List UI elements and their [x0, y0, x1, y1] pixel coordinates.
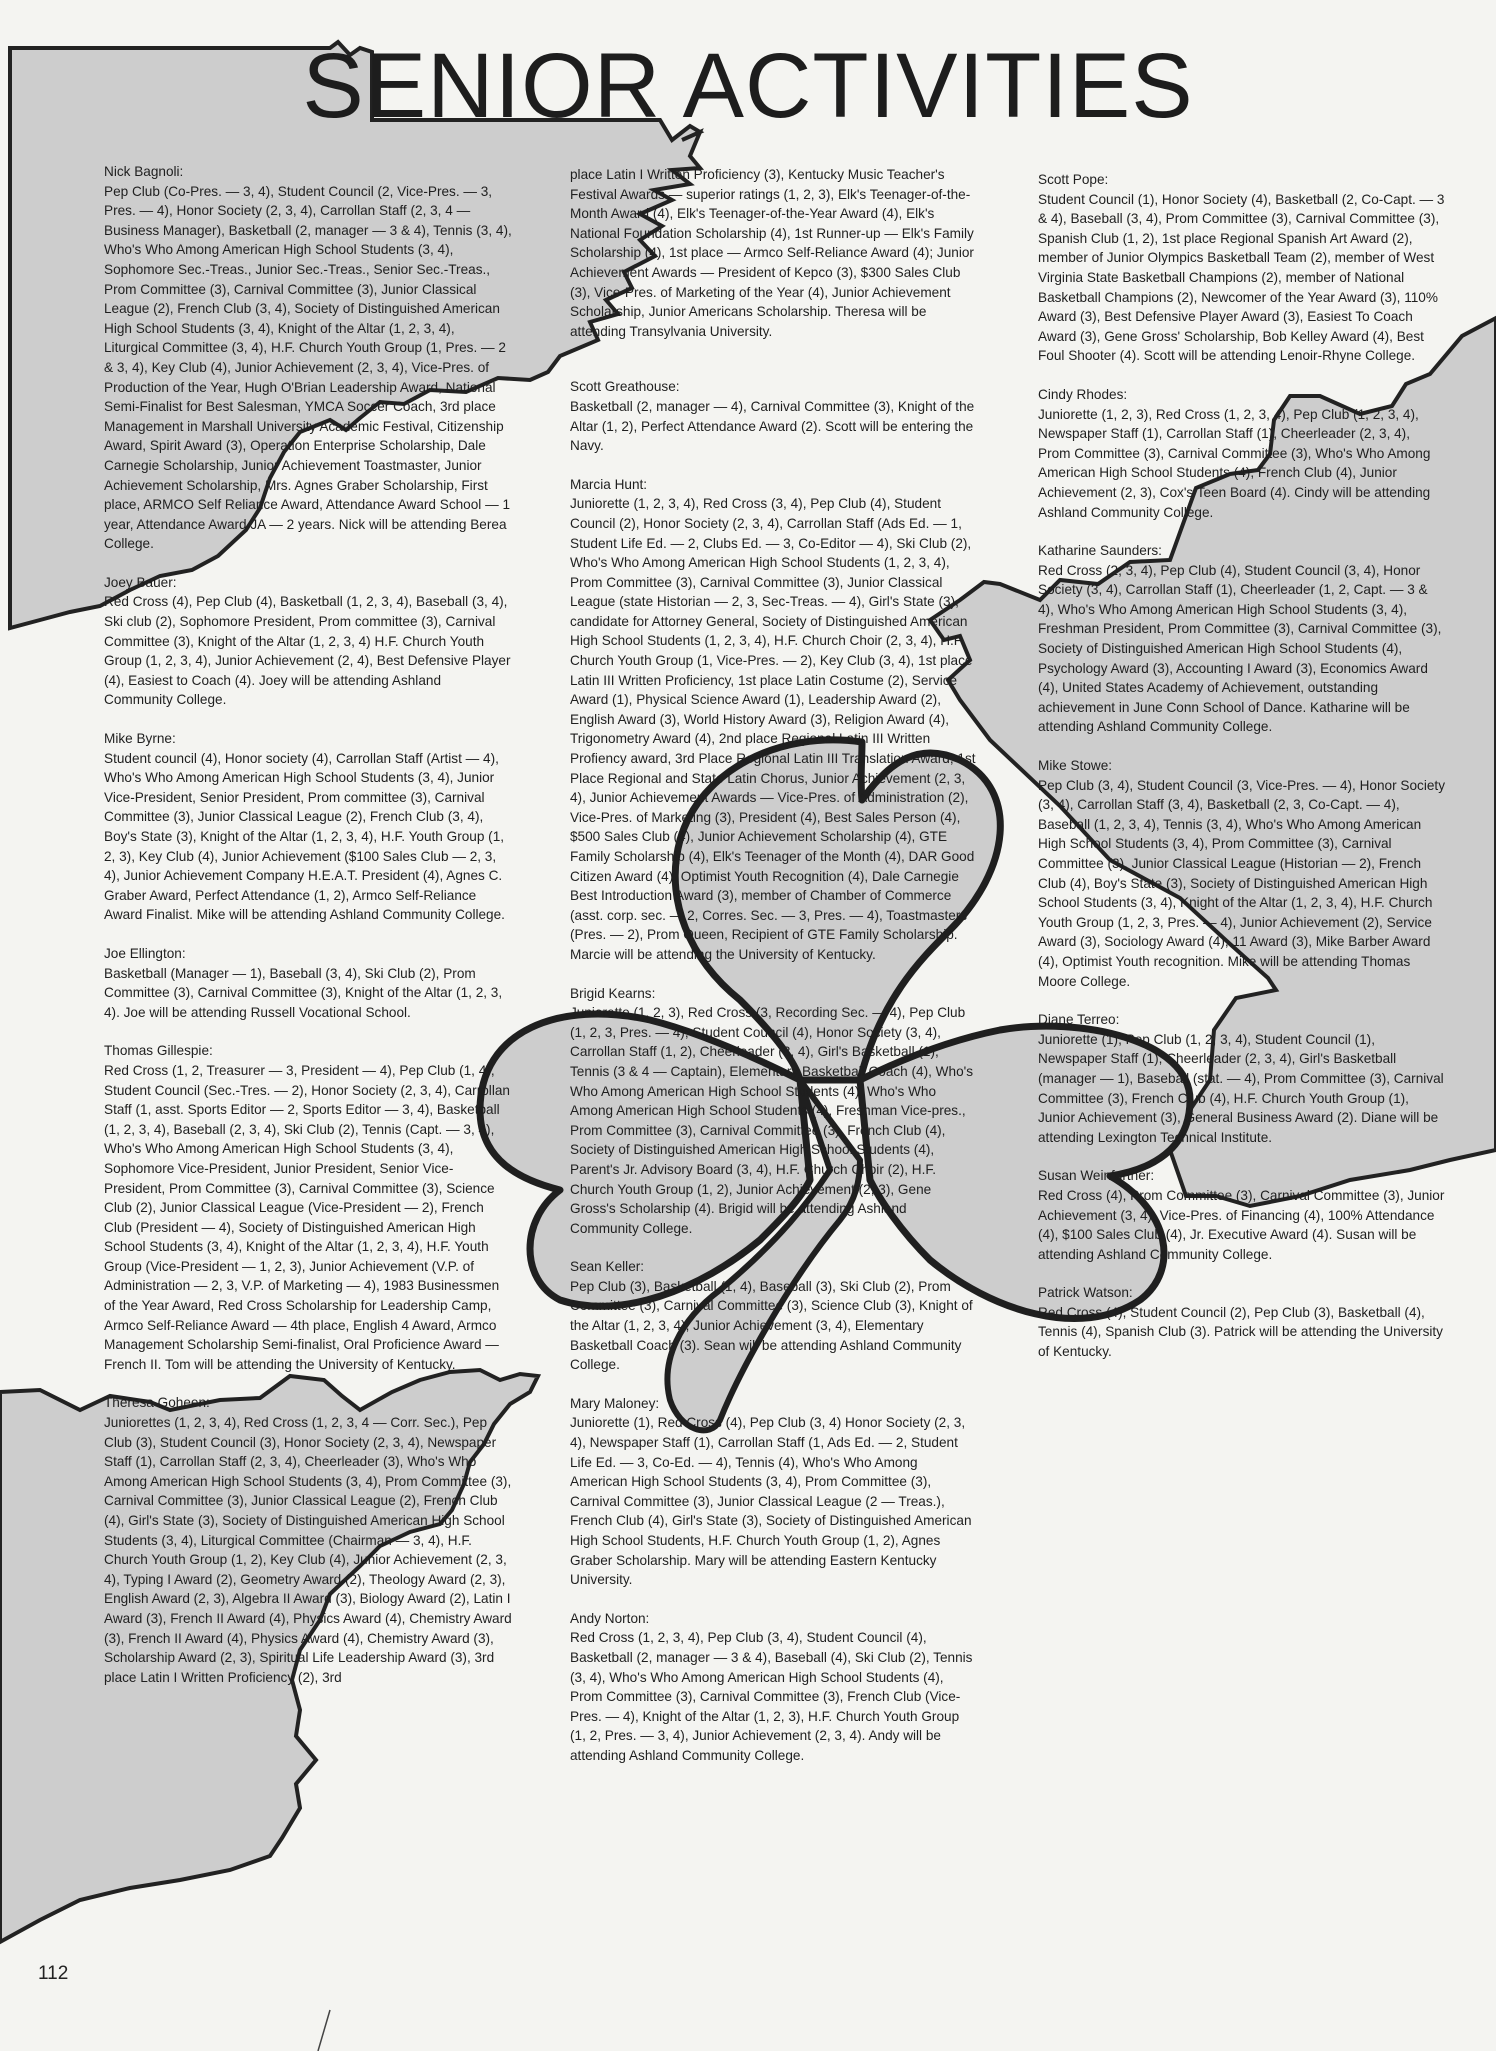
student-activities-text: Student Council (1), Honor Society (4), Basketball (2, Co-Capt. — 3 & 4), Baseball (3, 4), Prom Committee (3), Carnival Committee (3), Spanish Club (1, 2), 1st place Regional Spanish Art Award (2), member of Junior Olympics Basketball Team (2), member of West Virginia State Basketball Champions (2), member of National Basketball Champions (2), Newcomer of the Year Award (3), 110% Award (3), Best Defensive Player Award (3), Easiest To Coach Award (3), Gene Gross' Scholarship, Bob Kelley Award (4), Best Foul Shooter (4). Scott will be attending Lenoir-Rhyne College. — [1038, 191, 1445, 364]
student-entry — [570, 377, 978, 455]
student-activities-text: Juniorette (1), Pep Club (1, 2, 3, 4), Student Council (1), Newspaper Staff (1), Cheerleader (2, 3, 4), Girl's Basketball (manager — 1), Baseball (stat. — 4), Prom Committee (3), Carnival Committee (3), French Club (4), H.F. Church Youth Group (1), Junior Achievement (3), General Business Award (2). Diane will be attending Lexington Technical Institute. — [1038, 1031, 1444, 1145]
student-name: Susan Weinfurtner: — [1038, 1168, 1155, 1184]
student-entry — [1038, 541, 1446, 737]
student-entry — [1038, 1166, 1446, 1264]
column-1 — [104, 162, 512, 1706]
student-activities-text: Juniorettes (1, 2, 3, 4), Red Cross (1, 2, 3, 4 — Corr. Sec.), Pep Club (3), Student Council (3), Honor Society (2, 3, 4), Newspaper Staff (1), Carrollan Staff (2, 3, 4), Cheerleader (3), Who's Who Among American High School Students (3, 4), Prom Committee (3), Carnival Committee (3), Junior Classical League (2), French Club (4), Girl's State (3), Society of Distinguished American High School Students (3, 4), Liturgical Committee (Chairman — 3, 4), H.F. Church Youth Group (1, 2), Key Club (4), Junior Achievement (2, 3, 4), Typing I Award (2), Geometry Award (2), Theology Award (2, 3), English Award (2, 3), Algebra II Award (3), Biology Award (2), Latin I Award (3), French II Award (4), Physics Award (4), Chemistry Award (3), French II Award (4), Physics Award (4), Chemistry Award (3), Scholarship Award (2, 3), Spiritual Life Leadership Award (3), 3rd place Latin I Written Proficiency (2), 3rd — [104, 1415, 512, 1685]
student-entry — [104, 1041, 512, 1374]
column-2 — [570, 165, 978, 1785]
student-entry — [104, 944, 512, 1022]
student-name: Theresa Goheen: — [104, 1395, 210, 1411]
decorative-pen-stroke — [318, 2010, 330, 2051]
student-entry — [1038, 1010, 1446, 1147]
student-activities-text: Pep Club (Co-Pres. — 3, 4), Student Council (2, Vice-Pres. — 3, Pres. — 4), Honor Society (2, 3, 4), Carrollan Staff (2, 3, 4 — Business Manager), Basketball (2, manager — 3 & 4), Tennis (3, 4), Who's Who Among American High School Students (3, 4), Sophomore Sec.-Treas., Junior Sec.-Treas., Senior Sec.-Treas., Prom Committee (3), Carnival Committee (3), Junior Classical League (2), French Club (3, 4), Society of Distinguished American High School Students (3, 4), Knight of the Altar (1, 2, 3, 4), Liturgical Committee (3, 4), H.F. Church Youth Group (1, Pres. — 2 & 3, 4), Key Club (4), Junior Achievement (2, 3, 4), Vice-Pres. of Production of the Year, Hugh O'Brian Leadership Award, National Semi-Finalist for Best Salesman, YMCA Soccer Coach, 3rd place Management in Marshall University Academic Festival, Citizenship Award, Spirit Award (3), Operation Enterprise Scholarship, Dale Carnegie Scholarship, Junior Achievement Toastmaster, Junior Achievement Scholarship, Mrs. Agnes Graber Scholarship, First place, ARMCO Self Reliance Award, Attendance Award School — 1 year, Attendance Award JA — 2 years. Nick will be attending Berea College. — [104, 183, 512, 552]
student-activities-text: Red Cross (4), Student Council (2), Pep Club (3), Basketball (4), Tennis (4), Spanish Club (3). Patrick will be attending the University of Kentucky. — [1038, 1304, 1443, 1360]
student-entry — [570, 475, 978, 965]
student-entry — [1038, 1283, 1446, 1361]
student-name: Brigid Kearns: — [570, 985, 656, 1001]
student-activities-text: Juniorette (1, 2, 3), Red Cross (3, Recording Sec. — 4), Pep Club (1, 2, 3, Pres. — 4), Student Council (4), Honor Society (3, 4), Carrollan Staff (1, 2), Cheerleader (3, 4), Girl's Basketball (1), Tennis (3 & 4 — Captain), Elementary Basketball Coach (4), Who's Who Among American High School Students (4), Who's Who Among American High School Students (4), Freshman Vice-pres., Prom Committee (3), Carnival Committee (3), French Club (4), Society of Distinguished American High School Students (4), Parent's Jr. Advisory Board (3, 4), H.F. Church Choir (2), H.F. Church Youth Group (1, 2), Junior Achievement (2, 3), Gene Gross's Scholarship (4). Brigid will be attending Ashland Community College. — [570, 1005, 974, 1236]
student-activities-text: Red Cross (1, 2, Treasurer — 3, President — 4), Pep Club (1, 4), Student Council (Sec.-Tres. — 2), Honor Society (2, 3, 4), Carrollan Staff (1, asst. Sports Editor — 2, Sports Editor — 3, 4), Basketball (1, 2, 3, 4), Baseball (2, 3, 4), Ski Club (2), Tennis (Capt. — 3, 4), Who's Who Among American High School Students (3, 4), Sophomore Vice-President, Junior President, Senior Vice-President, Prom Committee (3), Carnival Committee (3), Science Club (2), Junior Classical League (Vice-President — 2), French Club (President — 4), Society of Distinguished American High School Students (3, 4), Knight of the Altar (1, 2, 3, 4), H.F. Youth Group (Vice-President — 1, 2, 3), Junior Achievement (V.P. of Administration — 2, 3, V.P. of Marketing — 4), 1983 Businessmen of the Year Award, Red Cross Scholarship for Leadership Camp, Armco Self-Reliance Award — 4th place, English 4 Award, Armco Management Scholarship Semi-finalist, Oral Proficience Award — French II. Tom will be attending the University of Kentucky. — [104, 1062, 510, 1372]
student-activities-text: Pep Club (3), Basketball (1, 4), Baseball (3), Ski Club (2), Prom Committee (3), Carnival Committee (3), Science Club (3), Knight of the Altar (1, 2, 3, 4), Junior Achievement (3, 4), Elementary Basketball Coach (3). Sean will be attending Ashland Community College. — [570, 1278, 973, 1373]
column-3 — [1038, 170, 1446, 1381]
student-entry — [570, 984, 978, 1239]
student-activities-text: Juniorette (1, 2, 3, 4), Red Cross (3, 4), Pep Club (4), Student Council (2), Honor Society (2, 3, 4), Carrollan Staff (Ads Ed. — 1, Student Life Ed. — 2, Clubs Ed. — 3, Co-Editor — 4), Ski Club (2), Who's Who Among American High School Students (1, 2, 3, 4), Prom Committee (3), Carnival Committee (3), Junior Classical League (state Historian — 2, 3, Sec-Treas. — 4), Girl's State (3), candidate for Attorney General, Society of Distinguished American High School Students (1, 2, 3, 4), H.F. Church Choir (2, 3, 4), H.F. Church Youth Group (1, Vice-Pres. — 2), Key Club (3, 4), 1st place Latin III Written Proficiency, 1st place Latin Costume (2), Service Award (1), Physical Science Award (1), Leadership Award (2), English Award (3), World History Award (3), Religion Award (4), Trigonometry Award (4), 2nd place Regional Latin III Written Profiency award, 3rd Place Regional Latin III Translation Award, 1st Place Regional and State Latin Chorus, Junior Achievement (2, 3, 4), Junior Achievement Awards — Vice-Pres. of Administration (2), Vice-Pres. of Marketing (3), President (4), Best Sales Person (4), $500 Sales Club (4), Junior Achievement Scholarship (4), GTE Family Scholarship (4), Elk's Teenager of the Month (4), DAR Good Citizen Award (4), Optimist Youth Recognition (4), Dale Carnegie Best Introduction Award (3), member of Chamber of Commerce (asst. corp. sec. — 2, Corres. Sec. — 3, Pres. — 4), Toastmasters (Pres. — 2), Prom Queen, Recipient of GTE Family Scholarship. Marcie will be attending the University of Kentucky. — [570, 496, 976, 962]
page-number: 112 — [38, 1963, 69, 1984]
student-entry — [104, 1393, 512, 1687]
student-activities-text: Juniorette (1), Red Cross (4), Pep Club (3, 4) Honor Society (2, 3, 4), Newspaper Staff (1), Carrollan Staff (1, Ads Ed. — 2, Student Life Ed. — 3, Co-Ed. — 4), Tennis (4), Who's Who Among American High School Students (3, 4), Prom Committee (3), Carnival Committee (3), Junior Classical League (2 — Treas.), French Club (4), Girl's State (3), Society of Distinguished American High School Students, H.F. Church Youth Group (1, 2), Agnes Graber Scholarship. Mary will be attending Eastern Kentucky University. — [570, 1415, 972, 1588]
student-name: Sean Keller: — [570, 1259, 645, 1275]
student-activities-text: Red Cross (1, 2, 3, 4), Pep Club (3, 4), Student Council (4), Basketball (2, manager — 3 & 4), Baseball (4), Ski Club (2), Tennis (3, 4), Who's Who Among American High School Students (4), Prom Committee (3), Carnival Committee (3), French Club (Vice-Pres. — 4), Knight of the Altar (1, 2, 3), H.F. Church Youth Group (1, 2, Pres. — 3, 4), Junior Achievement (2, 3, 4). Andy will be attending Ashland Community College. — [570, 1630, 973, 1763]
student-activities-text: Basketball (Manager — 1), Baseball (3, 4), Ski Club (2), Prom Committee (3), Carnival Committee (3), Knight of the Altar (1, 2, 3, 4). Joe will be attending Russell Vocational School. — [104, 965, 503, 1020]
student-name: Katharine Saunders: — [1038, 543, 1162, 559]
student-name: Mike Stowe: — [1038, 758, 1113, 774]
student-name: Marcia Hunt: — [570, 476, 648, 492]
student-entry — [570, 1609, 978, 1766]
student-entry — [1038, 170, 1446, 366]
student-activities-text: Red Cross (4), Pep Club (4), Basketball (1, 2, 3, 4), Baseball (3, 4), Ski club (2), Sophomore President, Prom committee (3), Carnival Committee (3), Knight of the Altar (1, 2, 3, 4) H.F. Church Youth Group (1, 2, 3, 4), Junior Achievement (2, 4), Best Defensive Player (4), Easiest to Coach (4). Joey will be attending Ashland Community College. — [104, 594, 511, 708]
page-title: SENIOR ACTIVITIES — [302, 35, 1194, 137]
student-activities-text: Red Cross (2, 3, 4), Pep Club (4), Student Council (3, 4), Honor Society (3, 4), Carrollan Staff (1), Cheerleader (1, 2, Capt. — 3 & 4), Who's Who Among American High School Students (3, 4), Freshman President, Prom Committee (3), Carnival Committee (3), Society of Distinguished American High School Students (4), Psychology Award (3), Accounting I Award (3), Economics Award (4), United States Academy of Achievement, outstanding achievement in June Conn School of Dance. Katharine will be attending Ashland Community College. — [1038, 562, 1442, 735]
student-entry — [1038, 385, 1446, 522]
student-name: Diane Terreo: — [1038, 1012, 1120, 1028]
student-name: Scott Pope: — [1038, 172, 1109, 187]
student-entry — [104, 573, 512, 710]
student-name: Joe Ellington: — [104, 945, 186, 961]
student-activities-text: Basketball (2, manager — 4), Carnival Committee (3), Knight of the Altar (1, 2), Perfect Attendance Award (2). Scott will be entering the Navy. — [570, 398, 975, 454]
student-activities-text: Pep Club (3, 4), Student Council (3, Vice-Pres. — 4), Honor Society (3, 4), Carrollan Staff (3, 4), Basketball (2, 3, Co-Capt. — 4), Baseball (1, 2, 3, 4), Tennis (3, 4), Who's Who Among American High School Students (3, 4), Prom Committee (3), Carnival Committee (3), Junior Classical League (Historian — 2), French Club (4), Boy's State (3), Society of Distinguished American High School Students (3, 4), Knight of the Altar (1, 2, 3, 4), H.F. Church Youth Group (1, 2, 3, Pres. — 4), Junior Achievement (2), Service Award (3), Sociology Award (4), 11 Award (3), Mike Barber Award (4), Optimist Youth recognition. Mike will be attending Thomas Moore College. — [1038, 777, 1445, 989]
student-activities-text: Juniorette (1, 2, 3), Red Cross (1, 2, 3, 4), Pep Club (1, 2, 3, 4), Newspaper Staff (1), Carrollan Staff (1), Cheerleader (2, 3, 4), Prom Committee (3), Carnival Committee (3), Who's Who Among American High School Students (4), French Club (4), Junior Achievement (2, 3), Cox's Teen Board (4). Cindy will be attending Ashland Community College. — [1038, 406, 1431, 520]
student-name: Cindy Rhodes: — [1038, 386, 1128, 402]
student-name: Nick Bagnoli: — [104, 164, 184, 179]
student-activities-text: place Latin I Written Proficiency (3), Kentucky Music Teacher's Festival Awards — superior ratings (1, 2, 3), Elk's Teenager-of-the-Month Award (4), Elk's Teenager-of-the-Year Award (4), Elk's National Foundation Scholarship (4), 1st Runner-up — Elk's Family Scholarship (4), 1st place — Armco Self-Reliance Award (4); Junior Achievement Awards — President of Kepco (3), $300 Sales Club (3), Vice-Pres. of Marketing of the Year (4), Junior Achievement Scholarship, Junior Americans Scholarship. Theresa will be attending Transylvania University. — [570, 167, 974, 339]
student-activities-text: Student council (4), Honor society (4), Carrollan Staff (Artist — 4), Who's Who Among American High School Students (3, 4), Junior Vice-President, Senior President, Prom committee (3), Carnival Committee (3), Junior Classical League (2), French Club (3, 4), Boy's State (3), Knight of the Altar (1, 2, 3, 4), H.F. Youth Group (1, 2, 3), Key Club (4), Junior Achievement ($100 Sales Club — 2, 3, 4), Junior Achievement Company H.E.A.T. President (4), Agnes C. Graber Award, Perfect Attendance (1, 2), Armco Self-Reliance Award Finalist. Mike will be attending Ashland Community College. — [104, 750, 505, 923]
student-entry — [1038, 756, 1446, 991]
student-activities-text: Red Cross (4), Prom Committee (3), Carnival Committee (3), Junior Achievement (3, 4), Vice-Pres. of Financing (4), 100% Attendance (4), $100 Sales Club (4), Jr. Executive Award (4). Susan will be attending Ashland Community College. — [1038, 1187, 1445, 1262]
student-entry — [104, 729, 512, 925]
student-name: Scott Greathouse: — [570, 379, 680, 395]
student-name: Andy Norton: — [570, 1610, 650, 1626]
student-name: Mike Byrne: — [104, 731, 176, 747]
student-entry — [570, 165, 978, 341]
student-name: Joey Bauer: — [104, 574, 177, 590]
student-name: Mary Maloney: — [570, 1395, 660, 1411]
student-entry — [104, 162, 512, 554]
student-entry — [570, 1394, 978, 1590]
student-name: Patrick Watson: — [1038, 1285, 1133, 1301]
student-entry — [570, 1257, 978, 1375]
student-name: Thomas Gillespie: — [104, 1043, 213, 1059]
